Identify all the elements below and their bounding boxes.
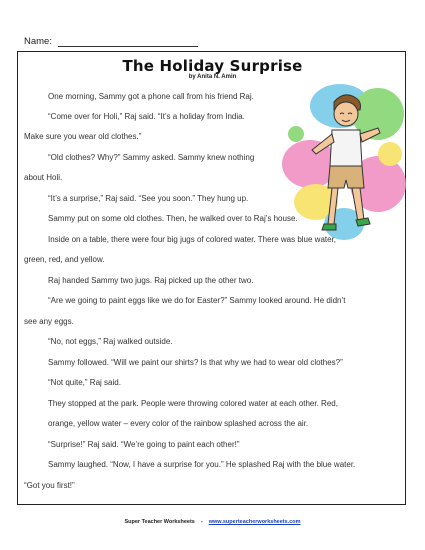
- name-label: Name:: [24, 36, 52, 47]
- story-line: “Are we going to paint eggs like we do for Easter?” Sammy looked around. He didn’t: [48, 296, 346, 305]
- story-title: The Holiday Surprise: [122, 57, 303, 75]
- story-byline: by Anita N. Amin: [188, 74, 237, 80]
- boy-shoe-right: [356, 218, 370, 226]
- footer-url-link[interactable]: www.superteacherworksheets.com: [208, 519, 301, 525]
- story-line: see any eggs.: [24, 317, 74, 326]
- story-line: “No, not eggs,” Raj walked outside.: [48, 337, 173, 346]
- boy-head: [334, 102, 358, 126]
- story-line: Raj handed Sammy two jugs. Raj picked up the other two.: [48, 276, 254, 285]
- boy-shorts: [328, 166, 364, 188]
- boy-shirt: [330, 130, 362, 166]
- story-line: “Come over for Holi,” Raj said. “It’s a holiday from India.: [48, 112, 245, 121]
- story-line: green, red, and yellow.: [24, 255, 105, 264]
- boy-shoe-left: [322, 224, 336, 230]
- story-line: “Old clothes? Why?” Sammy asked. Sammy knew nothing: [48, 153, 255, 162]
- story-line: “Got you first!”: [24, 481, 75, 490]
- story-line: Sammy put on some old clothes. Then, he walked over to Raj’s house.: [48, 214, 298, 223]
- name-blank-line[interactable]: [58, 37, 198, 47]
- story-line: “It’s a surprise,” Raj said. “See you soon.” They hung up.: [48, 194, 249, 203]
- footer-publisher: Super Teacher Worksheets: [124, 519, 195, 525]
- story-line: about Holi.: [24, 173, 63, 182]
- story-line: Sammy laughed. “Now, I have a surprise for you.” He splashed Raj with the blue water.: [48, 460, 356, 469]
- story-line: They stopped at the park. People were throwing colored water at each other. Red,: [48, 399, 338, 408]
- page-footer: [0, 519, 425, 525]
- holi-boy-illustration: [282, 84, 406, 254]
- name-field-row: [24, 36, 198, 47]
- story-line: “Not quite,” Raj said.: [48, 378, 121, 387]
- story-line: “Surprise!” Raj said. “We’re going to paint each other!”: [48, 440, 240, 449]
- story-line: orange, yellow water – every color of the rainbow splashed across the air.: [48, 419, 309, 428]
- story-line: Make sure you wear old clothes.”: [24, 132, 142, 141]
- story-line: One morning, Sammy got a phone call from his friend Raj.: [48, 92, 254, 101]
- footer-separator: -: [200, 519, 203, 525]
- story-line: Sammy followed. “Will we paint our shirts? Is that why we had to wear old clothes?”: [48, 358, 343, 367]
- story-line: Inside on a table, there were four big jugs of colored water. There was blue water,: [48, 235, 337, 244]
